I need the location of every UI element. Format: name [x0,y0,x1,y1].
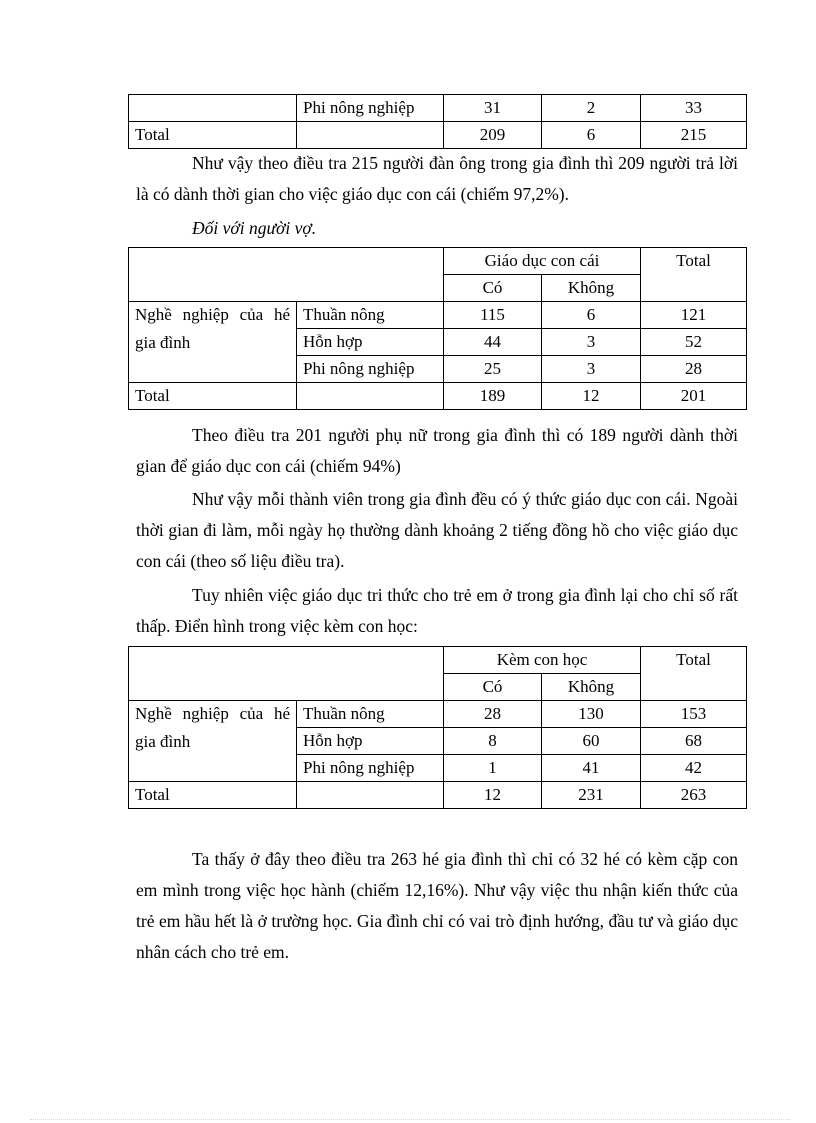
row-group-label-line1: Nghề nghiệp của hé [135,704,290,723]
row-group-label-line1: Nghề nghiệp của hé [135,305,290,324]
table-header-row [129,647,747,674]
column-header-yes: Có [444,275,542,302]
table-cell: 263 [641,782,747,809]
table-cell [297,122,444,149]
table-cell: 6 [542,122,641,149]
table-cell: 25 [444,356,542,383]
table-corner-cell [129,248,444,302]
column-header-yes: Có [444,674,542,701]
column-group-header: Giáo dục con cái [444,248,641,275]
column-group-header: Kèm con học [444,647,641,674]
table-cell: Phi nông nghiệp [297,95,444,122]
table-cell: 8 [444,728,542,755]
table-cell: 3 [542,356,641,383]
table-cell: Total [129,383,297,410]
paragraph-tutoring-intro: Tuy nhiên việc giáo dục tri thức cho trẻ em ở trong gia đình lại cho chỉ số rất thấp. Điển hình trong việc kèm con học: [136,585,738,636]
paragraph-awareness: Như vậy mỗi thành viên trong gia đình đều có ý thức giáo dục con cái. Ngoài thời gian đi làm, mỗi ngày họ thường dành khoảng 2 tiếng đồng hồ cho việc giáo dục con cái (theo số liệu điều tra). [136,489,738,571]
row-group-label-line2: gia đình [135,732,191,751]
table-row [129,95,747,122]
table-header-row [129,248,747,275]
paragraph-wives-heading: Đối với người vợ. [192,218,317,238]
column-header-total: Total [641,248,747,302]
table-cell: 121 [641,302,747,329]
table-cell: 115 [444,302,542,329]
paragraph-men-summary: Như vậy theo điều tra 215 người đàn ông trong gia đình thì 209 người trả lời là có dành thời gian cho việc giáo dục con cái (chiếm 97,2%). [136,153,738,204]
table-cell: 130 [542,701,641,728]
table-row [129,302,747,329]
table-wives-education [128,247,747,410]
table-cell: 31 [444,95,542,122]
table-cell: Total [129,782,297,809]
table-cell: Hỗn hợp [297,329,444,356]
table-cell: 28 [444,701,542,728]
table-cell: Phi nông nghiệp [297,356,444,383]
row-group-label-line2: gia đình [135,333,191,352]
table-cell: 189 [444,383,542,410]
table-cell [297,383,444,410]
table-cell: Phi nông nghiệp [297,755,444,782]
table-cell: 2 [542,95,641,122]
table-tutoring [128,646,747,809]
table-cell: Thuần nông [297,302,444,329]
column-header-no: Không [542,275,641,302]
table-cell: 42 [641,755,747,782]
table-row [129,122,747,149]
table-cell [129,95,297,122]
table-cell: 215 [641,122,747,149]
table-cell: 3 [542,329,641,356]
column-header-no: Không [542,674,641,701]
table-corner-cell [129,647,444,701]
row-group-label [129,302,297,383]
table-cell: 209 [444,122,542,149]
table-total-row [129,782,747,809]
table-cell [297,782,444,809]
table-cell: Hỗn hợp [297,728,444,755]
table-cell: Thuần nông [297,701,444,728]
page-bottom-divider [30,1119,790,1120]
table-cell: 12 [542,383,641,410]
table-cell: 12 [444,782,542,809]
table-cell: 44 [444,329,542,356]
paragraph-wives-summary: Theo điều tra 201 người phụ nữ trong gia đình thì có 189 người dành thời gian để giáo dục con cái (chiếm 94%) [136,425,738,476]
table-cell: 52 [641,329,747,356]
column-header-total: Total [641,647,747,701]
table-cell: 28 [641,356,747,383]
row-group-label [129,701,297,782]
table-cell: 33 [641,95,747,122]
table-cell: 1 [444,755,542,782]
table-cell: 41 [542,755,641,782]
paragraph-tutoring-summary: Ta thấy ở đây theo điều tra 263 hé gia đình thì chỉ có 32 hé có kèm cặp con em mình trong việc học hành (chiếm 12,16%). Như vậy việc thu nhận kiến thức của trẻ em hầu hết là ở trường học. Gia đình chỉ có vai trò định hướng, đầu tư và giáo dục nhân cách cho trẻ em. [136,849,738,962]
table-cell: 60 [542,728,641,755]
table-cell: 231 [542,782,641,809]
table-cell: Total [129,122,297,149]
table-cell: 6 [542,302,641,329]
table-cell: 153 [641,701,747,728]
table-total-row [129,383,747,410]
table-cell: 68 [641,728,747,755]
table-cell: 201 [641,383,747,410]
table-row [129,701,747,728]
table-men-continued [128,94,747,149]
